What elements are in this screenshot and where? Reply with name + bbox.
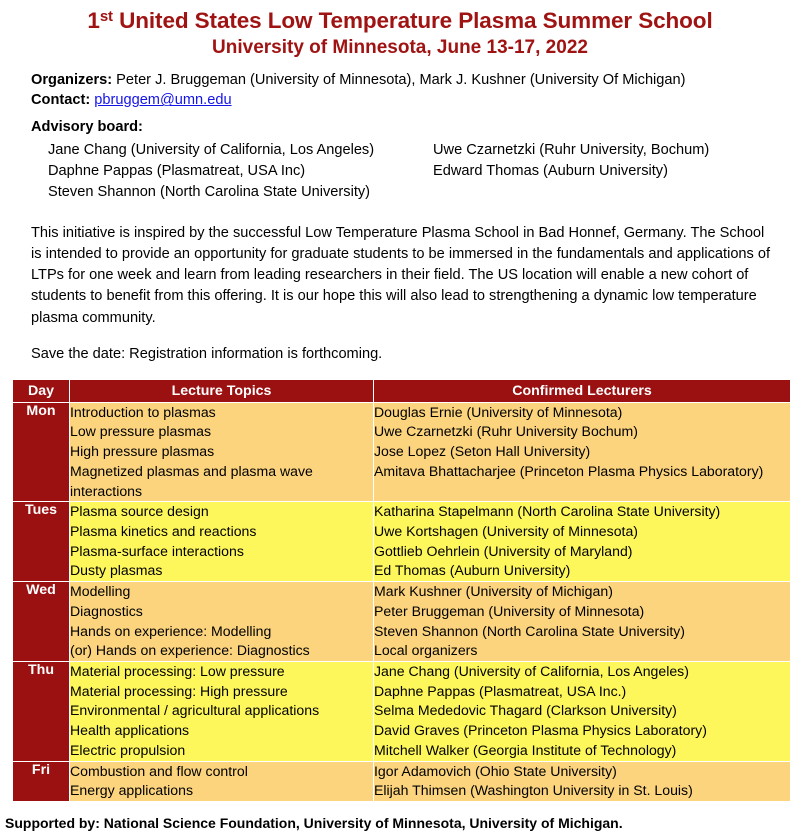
topics-line: Electric propulsion	[70, 741, 186, 758]
lecturers-line: Local organizers	[374, 642, 478, 659]
topics-line: High pressure plasmas	[70, 443, 215, 460]
lecturers-line: Ed Thomas (Auburn University)	[374, 562, 571, 579]
table-row	[13, 662, 790, 761]
topics-line: Hands on experience: Modelling	[70, 622, 272, 639]
topics-line: Low pressure plasmas	[70, 423, 211, 440]
page-title	[0, 8, 800, 34]
table-row	[13, 762, 790, 801]
schedule-table	[12, 379, 791, 802]
table-header-row	[13, 380, 790, 402]
topics-line: Plasma-surface interactions	[70, 542, 244, 559]
topics-line: Magnetized plasmas and plasma wave interactions	[70, 462, 313, 499]
lecturers-cell	[374, 582, 790, 661]
advisory-member: Steven Shannon (North Carolina State University)	[48, 183, 371, 200]
topics-line: Diagnostics	[70, 602, 143, 619]
lecturers-line: Amitava Bhattacharjee (Princeton Plasma Physics Laboratory)	[374, 462, 764, 479]
topics-cell	[70, 762, 373, 801]
title-rest: United States Low Temperature Plasma Summer School	[112, 8, 713, 33]
schedule-table-body	[13, 403, 790, 801]
lecturers-line: Uwe Czarnetzki (Ruhr University Bochum)	[374, 423, 638, 440]
lecturers-line: Jose Lopez (Seton Hall University)	[374, 443, 591, 460]
column-header-lecture-topics: Lecture Topics	[70, 380, 373, 402]
topics-line: Introduction to plasmas	[70, 403, 216, 420]
lecturers-line: Douglas Ernie (University of Minnesota)	[374, 403, 623, 420]
lecturers-cell	[374, 762, 790, 801]
schedule-table-wrapper	[12, 379, 790, 802]
schedule-table-head	[13, 380, 790, 402]
topics-line: Environmental / agricultural applications	[70, 702, 320, 719]
title-number: 1	[87, 8, 100, 33]
topics-line: (or) Hands on experience: Diagnostics	[70, 642, 310, 659]
advisory-member: Jane Chang (University of California, Los Angeles)	[48, 141, 375, 158]
organizers-label: Organizers:	[31, 71, 113, 88]
info-block	[0, 61, 800, 203]
topics-cell	[70, 502, 373, 581]
lecturers-cell	[374, 662, 790, 761]
lecturers-line: Peter Bruggeman (University of Minnesota)	[374, 602, 645, 619]
lecturers-line: Gottlieb Oehrlein (University of Maryland)	[374, 542, 633, 559]
lecturers-line: Igor Adamovich (Ohio State University)	[374, 762, 617, 779]
table-row	[13, 403, 790, 502]
topics-cell	[70, 403, 373, 502]
topics-line: Combustion and flow control	[70, 762, 248, 779]
advisory-board-list	[31, 140, 800, 203]
lecturers-line: David Graves (Princeton Plasma Physics Laboratory)	[374, 722, 707, 739]
day-cell: Mon	[13, 403, 69, 502]
page-subtitle: University of Minnesota, June 13-17, 2022	[212, 37, 588, 59]
lecturers-line: Elijah Thimsen (Washington University in St. Louis)	[374, 782, 693, 799]
table-row	[13, 502, 790, 581]
lecturers-cell	[374, 502, 790, 581]
advisory-member: Daphne Pappas (Plasmatreat, USA Inc)	[48, 162, 306, 179]
topics-line: Dusty plasmas	[70, 562, 163, 579]
lecturers-line: Uwe Kortshagen (University of Minnesota)	[374, 522, 638, 539]
advisory-member: Edward Thomas (Auburn University)	[433, 162, 668, 179]
advisory-row	[48, 161, 800, 182]
topics-cell	[70, 662, 373, 761]
topics-line: Material processing: High pressure	[70, 682, 288, 699]
column-header-confirmed-lecturers: Confirmed Lecturers	[374, 380, 790, 402]
column-header-day: Day	[13, 380, 69, 402]
day-cell: Wed	[13, 582, 69, 661]
advisory-row	[48, 140, 800, 161]
contact-email-link[interactable]: pbruggem@umn.edu	[94, 92, 232, 109]
save-the-date-line: Save the date: Registration information is forthcoming.	[31, 345, 383, 362]
contact-line	[31, 90, 800, 111]
organizers-line	[31, 70, 800, 91]
topics-line: Energy applications	[70, 782, 194, 799]
organizers-value: Peter J. Bruggeman (University of Minnesota), Mark J. Kushner (University Of Michigan)	[112, 71, 686, 88]
topics-line: Plasma kinetics and reactions	[70, 522, 257, 539]
day-cell: Fri	[13, 762, 69, 801]
table-row	[13, 582, 790, 661]
contact-label: Contact:	[31, 92, 91, 109]
topics-line: Modelling	[70, 583, 131, 600]
day-cell: Thu	[13, 662, 69, 761]
advisory-board-label: Advisory board:	[31, 119, 143, 136]
title-ordinal-suffix: st	[99, 8, 113, 25]
topics-line: Material processing: Low pressure	[70, 663, 285, 680]
topics-cell	[70, 582, 373, 661]
lecturers-line: Steven Shannon (North Carolina State University)	[374, 622, 685, 639]
advisory-row	[48, 182, 800, 203]
description-paragraph: This initiative is inspired by the successful Low Temperature Plasma School in Bad Honnef, Germany. The School is intended to provide an opportunity for graduate students to be immersed in the fundamentals and applications of LTPs for one week and learn from leading researchers in their field. The US location will enable a new cohort of students to benefit from this offering. It is our hope this will also lead to strengthening a dynamic low temperature plasma community.	[31, 224, 771, 326]
lecturers-cell	[374, 403, 790, 502]
supported-by-footer: Supported by: National Science Foundation, University of Minnesota, University of Michigan.	[5, 815, 623, 831]
title-block	[0, 0, 800, 61]
lecturers-line: Daphne Pappas (Plasmatreat, USA Inc.)	[374, 682, 627, 699]
topics-line: Plasma source design	[70, 503, 209, 520]
topics-line: Health applications	[70, 722, 190, 739]
lecturers-line: Jane Chang (University of California, Los Angeles)	[374, 663, 689, 680]
lecturers-line: Katharina Stapelmann (North Carolina State University)	[374, 503, 721, 520]
advisory-member: Uwe Czarnetzki (Ruhr University, Bochum)	[433, 141, 710, 158]
day-cell: Tues	[13, 502, 69, 581]
lecturers-line: Mitchell Walker (Georgia Institute of Technology)	[374, 741, 677, 758]
lecturers-line: Selma Mededovic Thagard (Clarkson University)	[374, 702, 677, 719]
lecturers-line: Mark Kushner (University of Michigan)	[374, 583, 613, 600]
